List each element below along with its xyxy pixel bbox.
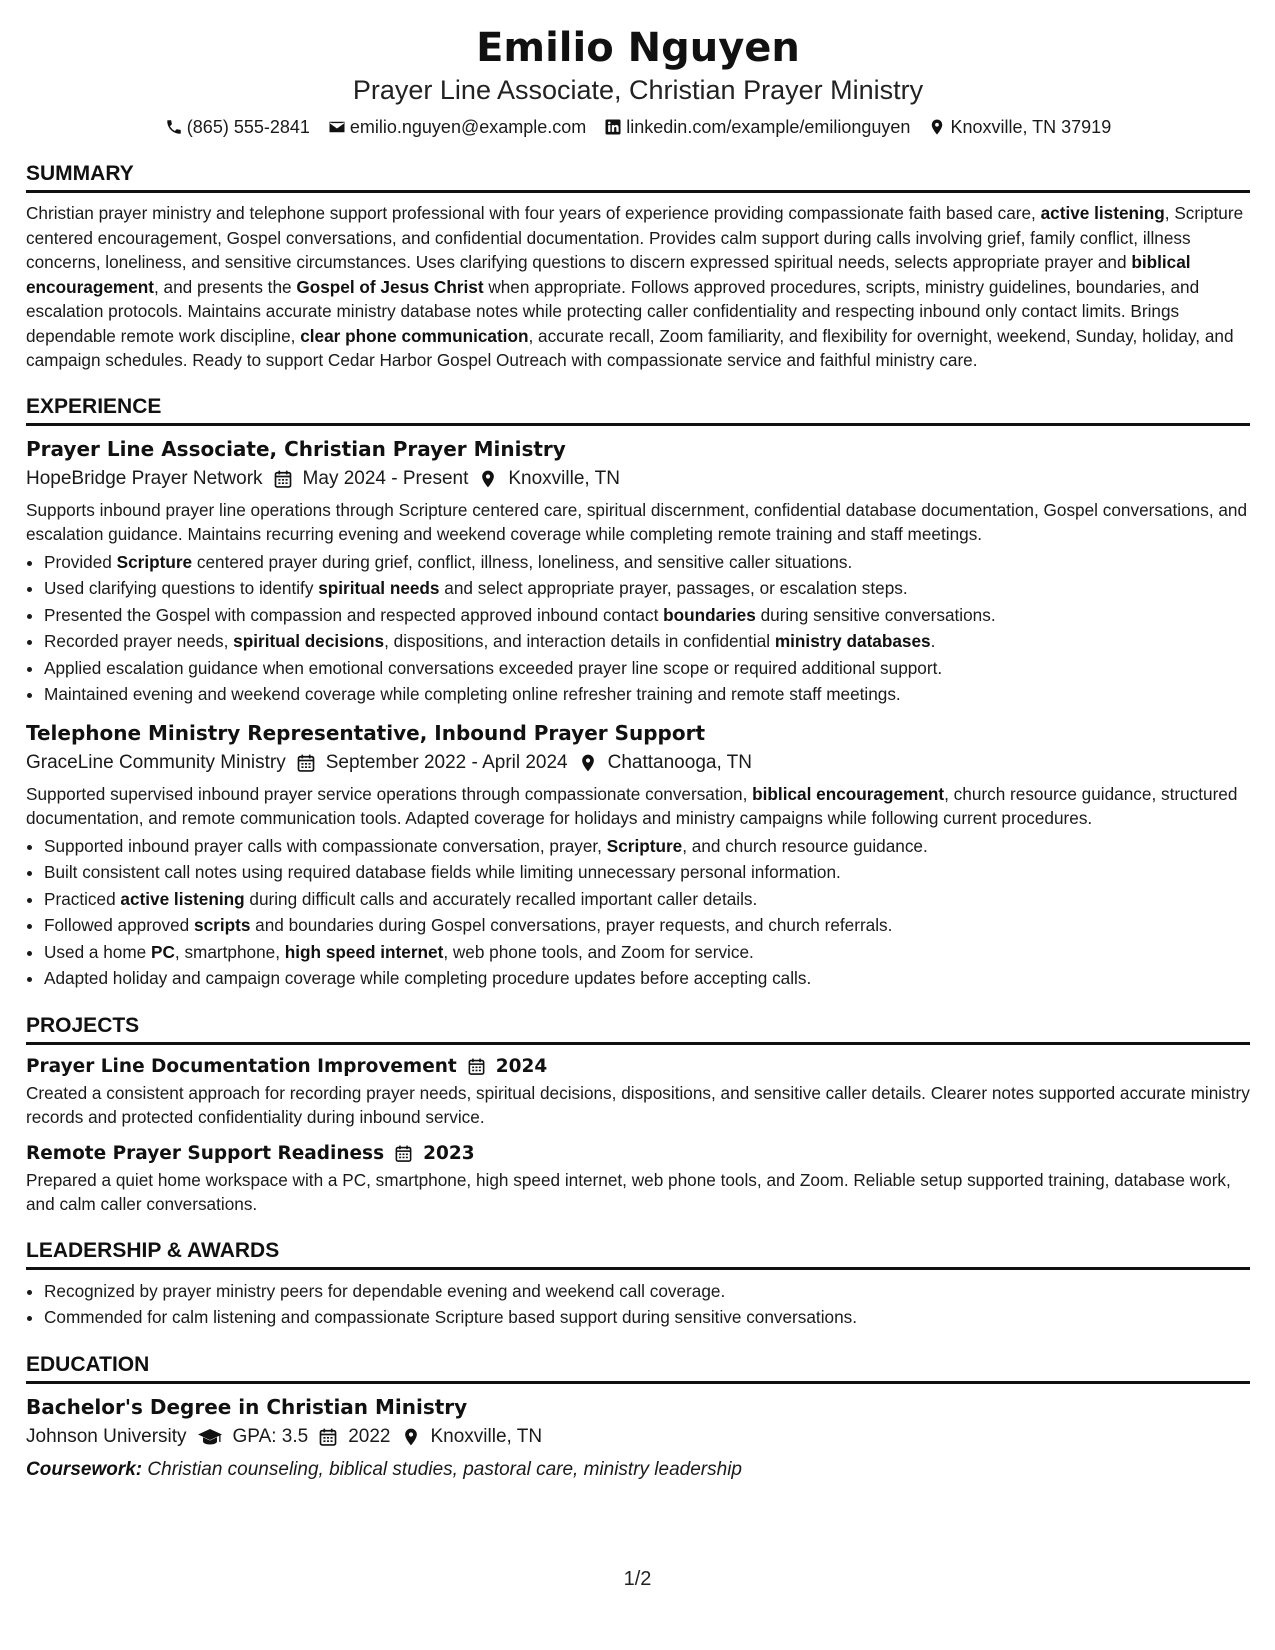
job-bullets [26,549,1250,708]
project-header [26,1053,1250,1081]
experience-section [26,393,1250,992]
envelope-icon [328,118,346,136]
job-entry [26,718,1250,992]
projects-section [26,1012,1250,1217]
education-section [26,1351,1250,1484]
summary-section [26,160,1250,373]
job-meta [26,464,1250,494]
section-title-education: EDUCATION [26,1351,1250,1384]
list-item: • Provided Scripture centered prayer during grief, conflict, illness, loneliness, and sensitive caller situations. [44,549,1250,576]
list-item: • Applied escalation guidance when emotional conversations exceeded prayer line scope or required additional support. [44,655,1250,682]
coursework-label: Coursework: [26,1458,143,1480]
contact-bar [26,114,1250,140]
job-company: HopeBridge Prayer Network [26,467,263,489]
coursework [26,1456,1250,1484]
contact-linkedin-text: linkedin.com/example/emilionguyen [626,117,911,137]
job-meta [26,748,1250,778]
linkedin-icon [604,118,622,136]
contact-email-text: emilio.nguyen@example.com [349,117,587,137]
calendar-icon [394,1144,413,1163]
candidate-headline: Prayer Line Associate, Christian Prayer Ministry [352,75,924,105]
list-item: • Maintained evening and weekend coverage while completing online refresher training and remote staff meetings. [44,681,1250,708]
contact-phone-text: (865) 555-2841 [186,117,310,137]
list-item: • Recorded prayer needs, spiritual decisions, dispositions, and interaction details in confidential ministry databases. [44,628,1250,655]
map-pin-icon [401,1427,421,1447]
section-title-projects: PROJECTS [26,1012,1250,1045]
education-location: Knoxville, TN [430,1425,543,1447]
candidate-name: Emilio Nguyen [476,25,800,71]
project-title: Remote Prayer Support Readiness [26,1142,385,1164]
project-description: Prepared a quiet home workspace with a PC, smartphone, high speed internet, web phone tools, and Zoom. Reliable setup supported training, database work, and calm caller conversations. [26,1169,1231,1214]
list-item: • Supported inbound prayer calls with compassionate conversation, prayer, Scripture, and church resource guidance. [44,833,1250,860]
calendar-icon [467,1057,486,1076]
summary-text: Christian prayer ministry and telephone support professional with four years of experience providing compassionate faith based care, active listening, Scripture centered encouragement, Gospel conversations, and confidential documentation. Provides calm support during calls involving grief, family conflict, illness concerns, loneliness, and sensitive circumstances. Uses clarifying questions to discern expressed spiritual needs, selects appropriate prayer and biblical encouragement, and presents the Gospel of Jesus Christ when appropriate. Follows approved procedures, scripts, ministry guidelines, boundaries, and escalation protocols. Maintains accurate ministry database notes while protecting caller confidentiality and respecting inbound only contact limits. Brings dependable remote work discipline, clear phone communication, accurate recall, Zoom familiarity, and flexibility for overnight, weekend, Sunday, holiday, and campaign schedules. Ready to support Cedar Harbor Gospel Outreach with compassionate service and faithful ministry care. [26,203,1244,370]
leadership-section [26,1237,1250,1331]
project-header [26,1140,1250,1168]
contact-email[interactable] [328,114,586,140]
section-title-experience: EXPERIENCE [26,393,1250,426]
list-item: • Adapted holiday and campaign coverage while completing procedure updates before accepting calls. [44,965,1250,992]
map-pin-icon [928,118,946,136]
job-dates: September 2022 - April 2024 [325,751,568,773]
list-item: • Practiced active listening during difficult calls and accurately recalled important caller details. [44,886,1250,913]
job-bullets [26,833,1250,992]
contact-linkedin[interactable] [604,114,910,140]
calendar-icon [296,753,316,773]
section-title-leadership: LEADERSHIP & AWARDS [26,1237,1250,1270]
job-location: Knoxville, TN [508,467,620,489]
graduation-cap-icon [197,1427,223,1447]
job-title: Telephone Ministry Representative, Inbound Prayer Support [26,720,706,745]
list-item: • Presented the Gospel with compassion and respected approved inbound contact boundaries during sensitive conversations. [44,602,1250,629]
project-entry [26,1053,1250,1130]
page-number: 1/2 [623,1568,652,1590]
list-item: • Built consistent call notes using required database fields while limiting unnecessary personal information. [44,859,1250,886]
education-gpa: GPA: 3.5 [232,1425,309,1447]
list-item: • Used clarifying questions to identify spiritual needs and select appropriate prayer, passages, or escalation steps. [44,575,1250,602]
degree-title: Bachelor's Degree in Christian Ministry [26,1394,468,1419]
job-summary: Supported supervised inbound prayer service operations through compassionate conversation, biblical encouragement, church resource guidance, structured documentation, and remote communication tools. Adapted coverage for holidays and ministry campaigns while following current procedures. [26,783,1238,828]
education-meta [26,1422,1250,1452]
job-location: Chattanooga, TN [607,751,752,773]
resume-header [26,22,1250,140]
contact-location-text: Knoxville, TN 37919 [950,117,1112,137]
project-entry [26,1140,1250,1217]
leadership-list [26,1278,1250,1331]
contact-phone[interactable] [165,114,310,140]
job-dates: May 2024 - Present [302,467,469,489]
project-description: Created a consistent approach for recording prayer needs, spiritual decisions, dispositions, and sensitive caller details. Clearer notes supported accurate ministry records and protected confidentiality during inbound service. [26,1082,1250,1127]
phone-icon [165,118,183,136]
job-entry [26,434,1250,708]
calendar-icon [273,469,293,489]
list-item: • Followed approved scripts and boundaries during Gospel conversations, prayer requests, and church referrals. [44,912,1250,939]
list-item: • Commended for calm listening and compassionate Scripture based support during sensitive conversations. [44,1304,1250,1331]
project-year: 2023 [423,1142,475,1164]
job-company: GraceLine Community Ministry [26,751,286,773]
contact-location [928,114,1111,140]
calendar-icon [318,1427,338,1447]
resume-page [26,22,1250,1484]
project-year: 2024 [495,1055,548,1077]
project-title: Prayer Line Documentation Improvement [26,1055,457,1077]
school-name: Johnson University [26,1425,187,1447]
section-title-summary: SUMMARY [26,160,1250,193]
map-pin-icon [578,753,598,773]
coursework-text: Christian counseling, biblical studies, pastoral care, ministry leadership [147,1458,742,1480]
job-summary: Supports inbound prayer line operations through Scripture centered care, spiritual discernment, confidential database documentation, Gospel conversations, and escalation guidance. Maintains recurring evening and weekend coverage while completing remote training and staff meetings. [26,499,1248,544]
job-title: Prayer Line Associate, Christian Prayer Ministry [26,436,566,461]
map-pin-icon [478,469,498,489]
education-year: 2022 [348,1425,391,1447]
list-item: • Used a home PC, smartphone, high speed internet, web phone tools, and Zoom for service. [44,939,1250,966]
list-item: • Recognized by prayer ministry peers for dependable evening and weekend call coverage. [44,1278,1250,1305]
